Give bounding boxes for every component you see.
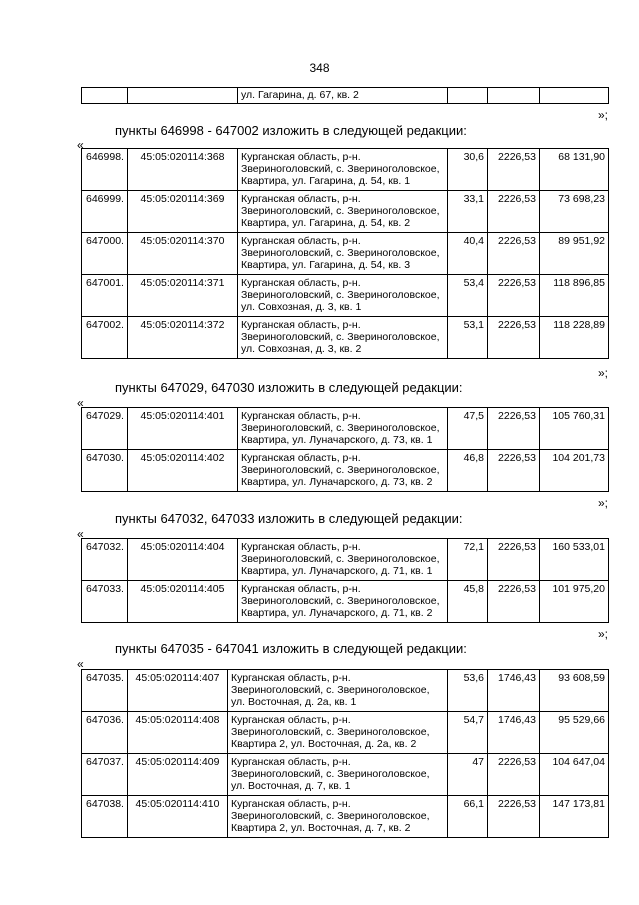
num-cell: 647033. bbox=[82, 581, 128, 623]
closing-quote: »; bbox=[598, 108, 609, 122]
price-cell: 2226,53 bbox=[488, 539, 540, 581]
table-row bbox=[82, 539, 609, 581]
address-cell: Курганская область, р-н. Звериноголовский, с. Звериноголовское, Квартира, ул. Луначарского, д. 73, кв. 1 bbox=[238, 408, 448, 450]
address-cell: Курганская область, р-н. Звериноголовский, с. Звериноголовское, ул. Восточная, д. 7, кв. 1 bbox=[228, 754, 448, 796]
section-table bbox=[81, 669, 609, 838]
cadastral-cell: 45:05:020114:408 bbox=[128, 712, 228, 754]
address-cell: Курганская область, р-н. Звериноголовский, с. Звериноголовское, Квартира 2, ул. Восточная, д. 2а, кв. 2 bbox=[228, 712, 448, 754]
address-cell: Курганская область, р-н. Звериноголовский, с. Звериноголовское, ул. Восточная, д. 2а, кв. 1 bbox=[228, 670, 448, 712]
cost-cell: 93 608,59 bbox=[540, 670, 609, 712]
num-cell: 646999. bbox=[82, 191, 128, 233]
price-cell: 2226,53 bbox=[488, 796, 540, 838]
area-cell: 54,7 bbox=[448, 712, 488, 754]
cost-cell: 95 529,66 bbox=[540, 712, 609, 754]
cadastral-cell: 45:05:020114:402 bbox=[128, 450, 238, 492]
address-cell: ул. Гагарина, д. 67, кв. 2 bbox=[238, 88, 448, 104]
section-heading: пункты 647032, 647033 изложить в следующей редакции: bbox=[115, 511, 463, 526]
cost-cell: 105 760,31 bbox=[540, 408, 609, 450]
address-cell: Курганская область, р-н. Звериноголовский, с. Звериноголовское, ул. Совхозная, д. 3, кв. 2 bbox=[238, 317, 448, 359]
price-cell: 2226,53 bbox=[488, 581, 540, 623]
opening-quote: « bbox=[77, 138, 84, 152]
price-cell: 2226,53 bbox=[488, 275, 540, 317]
price-cell: 2226,53 bbox=[488, 317, 540, 359]
price-cell: 2226,53 bbox=[488, 233, 540, 275]
area-cell: 30,6 bbox=[448, 149, 488, 191]
cadastral-cell bbox=[128, 88, 238, 104]
num-cell: 647029. bbox=[82, 408, 128, 450]
cadastral-cell: 45:05:020114:370 bbox=[128, 233, 238, 275]
price-cell: 2226,53 bbox=[488, 149, 540, 191]
section-heading: пункты 646998 - 647002 изложить в следующей редакции: bbox=[115, 123, 467, 138]
cost-cell: 147 173,81 bbox=[540, 796, 609, 838]
price-cell: 2226,53 bbox=[488, 754, 540, 796]
opening-quote: « bbox=[77, 657, 84, 671]
closing-quote: »; bbox=[598, 627, 609, 641]
table-row bbox=[82, 670, 609, 712]
cadastral-cell: 45:05:020114:407 bbox=[128, 670, 228, 712]
table-row bbox=[82, 275, 609, 317]
area-cell: 53,6 bbox=[448, 670, 488, 712]
num-cell: 647038. bbox=[82, 796, 128, 838]
table-row bbox=[82, 191, 609, 233]
cost-cell: 104 201,73 bbox=[540, 450, 609, 492]
table-row bbox=[82, 88, 609, 104]
table-row bbox=[82, 754, 609, 796]
address-cell: Курганская область, р-н. Звериноголовский, с. Звериноголовское, Квартира, ул. Гагарина, д. 54, кв. 3 bbox=[238, 233, 448, 275]
num-cell: 647002. bbox=[82, 317, 128, 359]
area-cell: 53,4 bbox=[448, 275, 488, 317]
table-row bbox=[82, 581, 609, 623]
address-cell: Курганская область, р-н. Звериноголовский, с. Звериноголовское, Квартира, ул. Луначарского, д. 73, кв. 2 bbox=[238, 450, 448, 492]
address-cell: Курганская область, р-н. Звериноголовский, с. Звериноголовское, Квартира 2, ул. Восточная, д. 7, кв. 2 bbox=[228, 796, 448, 838]
area-cell: 45,8 bbox=[448, 581, 488, 623]
table-row bbox=[82, 796, 609, 838]
area-cell: 46,8 bbox=[448, 450, 488, 492]
table-row bbox=[82, 408, 609, 450]
cost-cell: 101 975,20 bbox=[540, 581, 609, 623]
cadastral-cell: 45:05:020114:371 bbox=[128, 275, 238, 317]
price-cell: 2226,53 bbox=[488, 191, 540, 233]
cadastral-cell: 45:05:020114:401 bbox=[128, 408, 238, 450]
cadastral-cell: 45:05:020114:368 bbox=[128, 149, 238, 191]
closing-quote: »; bbox=[598, 496, 609, 510]
num-cell: 647036. bbox=[82, 712, 128, 754]
num-cell: 647001. bbox=[82, 275, 128, 317]
num-cell: 647000. bbox=[82, 233, 128, 275]
price-cell bbox=[488, 88, 540, 104]
table-row bbox=[82, 450, 609, 492]
cadastral-cell: 45:05:020114:410 bbox=[128, 796, 228, 838]
address-cell: Курганская область, р-н. Звериноголовский, с. Звериноголовское, ул. Совхозная, д. 3, кв. 1 bbox=[238, 275, 448, 317]
area-cell: 53,1 bbox=[448, 317, 488, 359]
area-cell: 47,5 bbox=[448, 408, 488, 450]
price-cell: 1746,43 bbox=[488, 712, 540, 754]
section-heading: пункты 647029, 647030 изложить в следующей редакции: bbox=[115, 380, 463, 395]
table-row bbox=[82, 149, 609, 191]
num-cell: 647035. bbox=[82, 670, 128, 712]
opening-quote: « bbox=[77, 396, 84, 410]
opening-quote: « bbox=[77, 527, 84, 541]
num-cell: 647037. bbox=[82, 754, 128, 796]
closing-quote: »; bbox=[598, 366, 609, 380]
price-cell: 2226,53 bbox=[488, 408, 540, 450]
price-cell: 2226,53 bbox=[488, 450, 540, 492]
cadastral-cell: 45:05:020114:405 bbox=[128, 581, 238, 623]
num-cell: 646998. bbox=[82, 149, 128, 191]
section-table bbox=[81, 538, 609, 623]
section-heading: пункты 647035 - 647041 изложить в следующей редакции: bbox=[115, 641, 467, 656]
cost-cell: 104 647,04 bbox=[540, 754, 609, 796]
cost-cell: 68 131,90 bbox=[540, 149, 609, 191]
continuation-table bbox=[81, 87, 609, 104]
num-cell: 647032. bbox=[82, 539, 128, 581]
area-cell: 72,1 bbox=[448, 539, 488, 581]
address-cell: Курганская область, р-н. Звериноголовский, с. Звериноголовское, Квартира, ул. Луначарского, д. 71, кв. 2 bbox=[238, 581, 448, 623]
table-row bbox=[82, 317, 609, 359]
cadastral-cell: 45:05:020114:372 bbox=[128, 317, 238, 359]
cost-cell: 118 896,85 bbox=[540, 275, 609, 317]
area-cell: 33,1 bbox=[448, 191, 488, 233]
area-cell: 66,1 bbox=[448, 796, 488, 838]
area-cell: 40,4 bbox=[448, 233, 488, 275]
area-cell: 47 bbox=[448, 754, 488, 796]
cadastral-cell: 45:05:020114:404 bbox=[128, 539, 238, 581]
address-cell: Курганская область, р-н. Звериноголовский, с. Звериноголовское, Квартира, ул. Гагарина, д. 54, кв. 1 bbox=[238, 149, 448, 191]
price-cell: 1746,43 bbox=[488, 670, 540, 712]
table-row bbox=[82, 233, 609, 275]
address-cell: Курганская область, р-н. Звериноголовский, с. Звериноголовское, Квартира, ул. Луначарского, д. 71, кв. 1 bbox=[238, 539, 448, 581]
address-cell: Курганская область, р-н. Звериноголовский, с. Звериноголовское, Квартира, ул. Гагарина, д. 54, кв. 2 bbox=[238, 191, 448, 233]
cost-cell bbox=[540, 88, 609, 104]
num-cell bbox=[82, 88, 128, 104]
cost-cell: 118 228,89 bbox=[540, 317, 609, 359]
cost-cell: 89 951,92 bbox=[540, 233, 609, 275]
cost-cell: 73 698,23 bbox=[540, 191, 609, 233]
section-table bbox=[81, 148, 609, 359]
num-cell: 647030. bbox=[82, 450, 128, 492]
page-number: 348 bbox=[309, 61, 330, 75]
area-cell bbox=[448, 88, 488, 104]
section-table bbox=[81, 407, 609, 492]
cadastral-cell: 45:05:020114:409 bbox=[128, 754, 228, 796]
cadastral-cell: 45:05:020114:369 bbox=[128, 191, 238, 233]
table-row bbox=[82, 712, 609, 754]
cost-cell: 160 533,01 bbox=[540, 539, 609, 581]
